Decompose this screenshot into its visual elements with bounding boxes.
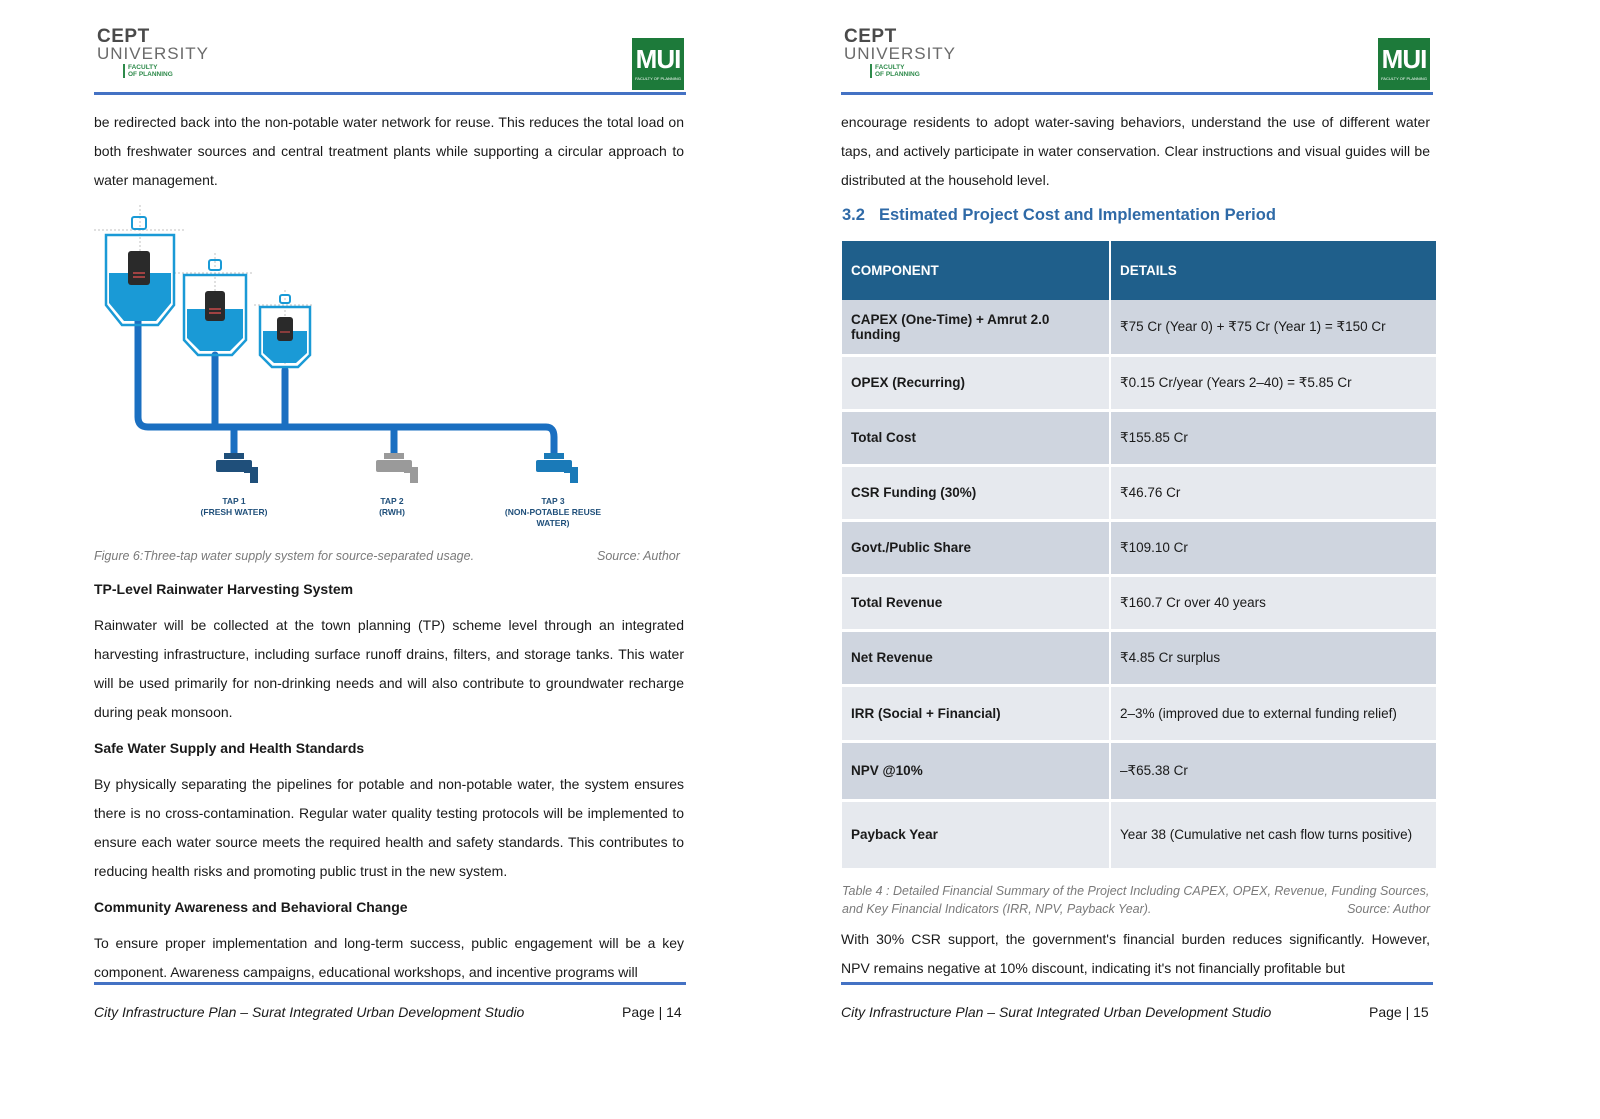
table-row bbox=[842, 410, 1436, 465]
table-cell: CSR Funding (30%) bbox=[842, 465, 1110, 520]
heading-safe-water: Safe Water Supply and Health Standards bbox=[94, 740, 365, 756]
paragraph-community: To ensure proper implementation and long-term success, public engagement will be a key component. Awareness campaigns, educational workshops, and incentive programs will bbox=[94, 935, 684, 980]
table-row bbox=[842, 465, 1436, 520]
footer-rule bbox=[841, 982, 1433, 985]
table-row bbox=[842, 685, 1436, 741]
mui-logo: MUI FACULTY OF PLANNING bbox=[1378, 38, 1430, 90]
tap3-sublabel-2: WATER) bbox=[536, 518, 570, 528]
table-cell: ₹46.76 Cr bbox=[1110, 465, 1436, 520]
table-cell: ₹160.7 Cr over 40 years bbox=[1110, 575, 1436, 630]
tap1-label: TAP 1 bbox=[222, 496, 246, 506]
table-cell: CAPEX (One-Time) + Amrut 2.0 funding bbox=[842, 300, 1110, 355]
table-cell: ₹4.85 Cr surplus bbox=[1110, 630, 1436, 685]
footer-title: City Infrastructure Plan – Surat Integrated Urban Development Studio bbox=[841, 1004, 1272, 1020]
table-header-row bbox=[842, 241, 1436, 300]
paragraph-npv: With 30% CSR support, the government's financial burden reduces significantly. However, NPV remains negative at 10% discount, indicating it's not financially profitable but bbox=[841, 931, 1430, 976]
table-cell: Govt./Public Share bbox=[842, 520, 1110, 575]
page-number: Page | 15 bbox=[1369, 1004, 1429, 1020]
table-row bbox=[842, 520, 1436, 575]
figure-caption: Figure 6:Three-tap water supply system for source-separated usage. bbox=[94, 549, 475, 563]
table-cell: NPV @10% bbox=[842, 741, 1110, 800]
table-cell: Total Cost bbox=[842, 410, 1110, 465]
footer-title: City Infrastructure Plan – Surat Integrated Urban Development Studio bbox=[94, 1004, 525, 1020]
table-cell: Net Revenue bbox=[842, 630, 1110, 685]
paragraph-safe-water: By physically separating the pipelines for potable and non-potable water, the system ensures there is no cross-contamination. Regular water quality testing protocols will be implemented to ensure each water source meets the required health and safety standards. This contributes to reducing health risks and promoting public trust in the new system. bbox=[94, 776, 684, 879]
paragraph-continued: encourage residents to adopt water-saving behaviors, understand the use of different water taps, and actively participate in water conservation. Clear instructions and visual guides will be distributed at the household level. bbox=[841, 114, 1430, 188]
table-cell: ₹0.15 Cr/year (Years 2–40) = ₹5.85 Cr bbox=[1110, 355, 1436, 410]
table-caption: Table 4 : Detailed Financial Summary of the Project Including CAPEX, OPEX, Revenue, Funding Sources, and Key Financial Indicators (IRR, NPV, Payback Year). Source: Author bbox=[842, 884, 1430, 916]
table-row bbox=[842, 741, 1436, 800]
table-row bbox=[842, 630, 1436, 685]
table-cell: Year 38 (Cumulative net cash flow turns positive) bbox=[1110, 800, 1436, 869]
financial-summary-table bbox=[842, 241, 1436, 871]
table-source: Source: Author bbox=[1347, 902, 1430, 916]
table-row bbox=[842, 575, 1436, 630]
paragraph-continued: be redirected back into the non-potable water network for reuse. This reduces the total load on both freshwater sources and central treatment plants while supporting a circular approach to water management. bbox=[94, 114, 684, 188]
table-cell: 2–3% (improved due to external funding relief) bbox=[1110, 685, 1436, 741]
paragraph-rainwater: Rainwater will be collected at the town planning (TP) scheme level through an integrated harvesting infrastructure, including surface runoff drains, filters, and storage tanks. This water will be used primarily for non-drinking needs and will also contribute to groundwater recharge during peak monsoon. bbox=[94, 617, 684, 720]
header-rule bbox=[841, 92, 1433, 95]
table-row bbox=[842, 800, 1436, 869]
tap1-sublabel: (FRESH WATER) bbox=[200, 507, 268, 517]
tap2-sublabel: (RWH) bbox=[379, 507, 405, 517]
table-cell: ₹109.10 Cr bbox=[1110, 520, 1436, 575]
section-heading bbox=[842, 206, 1276, 225]
column-header: DETAILS bbox=[1110, 241, 1436, 300]
table-cell: ₹155.85 Cr bbox=[1110, 410, 1436, 465]
heading-community: Community Awareness and Behavioral Change bbox=[94, 899, 408, 915]
page-number: Page | 14 bbox=[622, 1004, 682, 1020]
tap2-label: TAP 2 bbox=[380, 496, 404, 506]
section-title: Estimated Project Cost and Implementation Period bbox=[878, 206, 1276, 224]
table-cell: ₹75 Cr (Year 0) + ₹75 Cr (Year 1) = ₹150 Cr bbox=[1110, 300, 1436, 355]
tap3-sublabel: (NON-POTABLE REUSE bbox=[504, 507, 602, 517]
table-cell: –₹65.38 Cr bbox=[1110, 741, 1436, 800]
table-cell: OPEX (Recurring) bbox=[842, 355, 1110, 410]
table-row bbox=[842, 355, 1436, 410]
mui-logo: MUI FACULTY OF PLANNING bbox=[632, 38, 684, 90]
table-row bbox=[842, 300, 1436, 355]
table-cell: IRR (Social + Financial) bbox=[842, 685, 1110, 741]
table-cell: Payback Year bbox=[842, 800, 1110, 869]
section-number: 3.2 bbox=[842, 206, 865, 224]
cept-university-logo: CEPT UNIVERSITY FACULTY OF PLANNING bbox=[97, 26, 210, 78]
column-header: COMPONENT bbox=[842, 241, 1110, 300]
table-cell: Total Revenue bbox=[842, 575, 1110, 630]
cept-university-logo: CEPT UNIVERSITY FACULTY OF PLANNING bbox=[844, 26, 957, 78]
heading-rainwater: TP-Level Rainwater Harvesting System bbox=[94, 581, 354, 597]
tap3-label: TAP 3 bbox=[541, 496, 565, 506]
figure-source: Source: Author bbox=[597, 549, 680, 563]
